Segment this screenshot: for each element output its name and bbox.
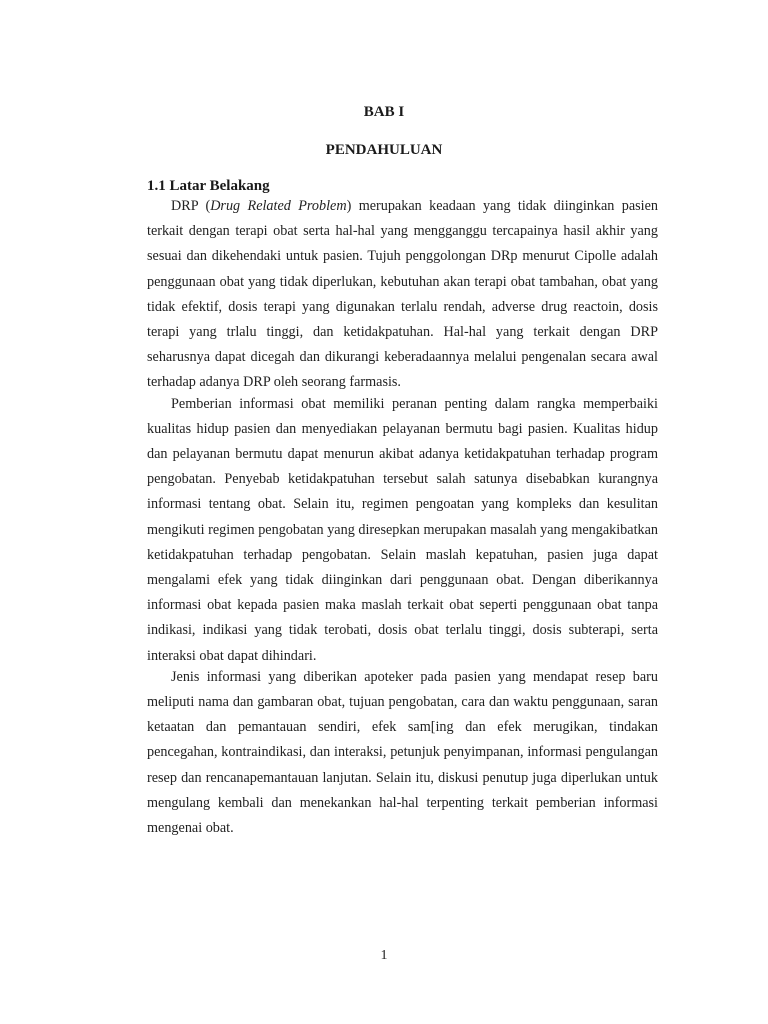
body-text — [147, 194, 658, 841]
chapter-title: PENDAHULUAN — [325, 142, 443, 158]
chapter-heading: BAB I — [363, 104, 405, 120]
paragraph-3: Jenis informasi yang diberikan apoteker pada pasien yang mendapat resep baru meliputi nama dan gambaran obat, tujuan pengobatan, cara dan waktu penggunaan, saran ketaatan dan pemantauan sendiri, efek sam[ing dan efek merugikan, tindakan pencegahan, kontraindikasi, dan interaksi, petunjuk penyimpanan, informasi pengulangan resep dan rencanapemantauan lanjutan. Selain itu, diskusi penutup juga diperlukan untuk mengulang kembali dan menekankan hal-hal terpenting terkait pemberian informasi mengenai obat. — [147, 668, 658, 837]
paragraph-1-rest: ) merupakan keadaan yang tidak diinginkan pasien terkait dengan terapi obat serta hal-hal yang mengganggu tercapainya hasil akhir yang sesuai dan dikehendaki untuk pasien. Tujuh penggolongan DRp menurut Cipolle adalah penggunaan obat yang tidak diperlukan, kebutuhan akan terapi obat tambahan, obat yang tidak efektif, dosis terapi yang digunakan terlalu rendah, adverse drug reactoin, dosis terapi yang trlalu tinggi, dan ketidakpatuhan. Hal-hal yang terkait dengan DRP seharusnya dapat dicegah dan dikurangi keberadaannya melalui pengenalan secara awal terhadap adanya DRP oleh seorang farmasis. — [147, 198, 658, 391]
page-number: 1 — [380, 948, 388, 963]
paragraph-2: Pemberian informasi obat memiliki peranan penting dalam rangka memperbaiki kualitas hidup pasien dan menyediakan pelayanan bermutu bagi pasien. Kualitas hidup dan pelayanan bermutu dapat menurun akibat adanya ketidakpatuhan terhadap program pengobatan. Penyebab ketidakpatuhan tersebut salah satunya disebabkan kurangnya informasi tentang obat. Selain itu, regimen pengoatan yang kompleks dan kesulitan mengikuti regimen pengobatan yang diresepkan merupakan masalah yang mengakibatkan ketidakpatuhan terhadap pengobatan. Selain maslah kepatuhan, pasien juga dapat mengalami efek yang tidak diinginkan dari penggunaan obat. Dengan diberikannya informasi obat kepada pasien maka maslah terkait obat seperti penggunaan obat tanpa indikasi, indikasi yang tidak terobati, dosis obat terlalu tinggi, dosis subterapi, serta interaksi obat dapat dihindari. — [147, 395, 658, 664]
drp-term-italic: Drug Related Problem — [210, 198, 347, 214]
paragraph-1 — [147, 194, 658, 396]
paragraph-1-start: DRP ( — [171, 198, 211, 214]
section-heading: 1.1 Latar Belakang — [147, 178, 270, 194]
